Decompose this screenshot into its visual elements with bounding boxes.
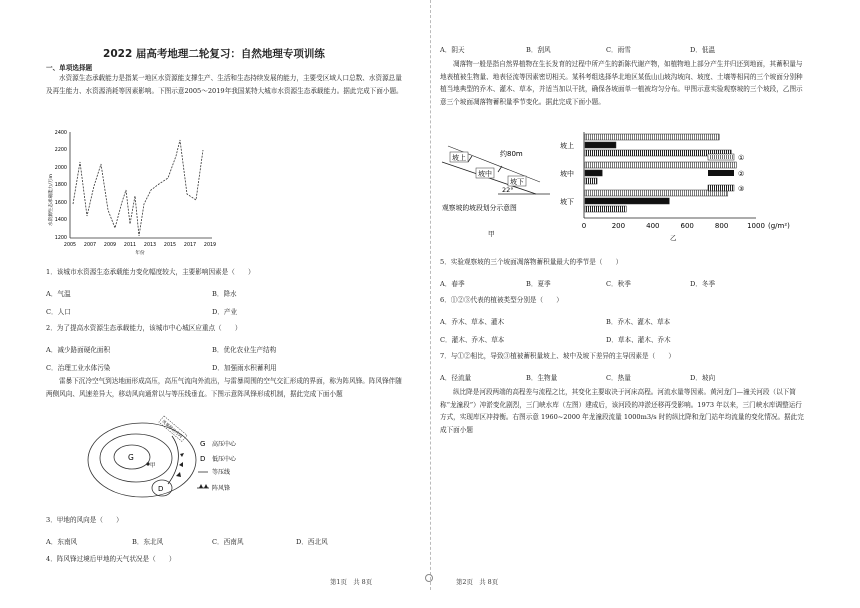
legend-isobar: 等压线 — [212, 469, 231, 476]
q1-option-d[interactable]: D．产业 — [212, 308, 238, 316]
question-3: 3．甲地的风向是（ ） — [46, 516, 123, 524]
x-tick-200: 200 — [611, 222, 626, 230]
x-tick-600: 600 — [680, 222, 694, 230]
q2-option-a[interactable]: A．减少路面硬化面积 — [46, 346, 111, 354]
slope-length-label: 约80m — [500, 150, 523, 158]
question-6: 6．①②③代表的植被类型分别是（ ） — [440, 296, 563, 304]
isobar-middle — [100, 434, 172, 482]
storm-direction-label: 风暴移动方向 — [161, 418, 184, 439]
page-2 — [432, 0, 860, 608]
x-tick-2009: 2009 — [103, 243, 117, 248]
water-capacity-line-chart — [44, 126, 219, 258]
bar-lower-series-3 — [585, 206, 626, 212]
q7-option-d[interactable]: D．坡向 — [690, 374, 716, 382]
q5-option-d[interactable]: D．冬季 — [690, 280, 716, 288]
q2-option-b[interactable]: B．优化农业生产结构 — [212, 346, 277, 354]
question-7: 7．与①②相比，导致③植被蓄积量坡上、坡中及坡下差异的主导因素是（ ） — [440, 352, 675, 360]
x-tick-2019: 2019 — [203, 243, 217, 248]
capacity-series-line — [73, 140, 203, 236]
intro-paragraph-4: 纵比降是河段两端的高程差与流程之比，其变化主要取决于河床高程。河流水量等因素。黄河龙门—潼关河段（以下简称“龙潼段”）冲淤变化剧烈，三门峡水库（左图）建成后，该河段的冲淤还移再受影响。1973 年以来，三门峡水库调整运行方式，实现库区冲持衡。右图示意 1960~2000 年龙潼段流量 1000m3/s 时的纵比降和龙门站年均流量的变化情况。据此完成下面小题 — [440, 388, 804, 434]
q6-option-a[interactable]: A．乔木、草本、灌木 — [440, 318, 505, 326]
legend-gust-front: 阵风锋 — [212, 485, 231, 492]
y-tick-1200: 1200 — [54, 236, 67, 241]
center-fold-line — [430, 0, 431, 590]
q7-option-a[interactable]: A．径流量 — [440, 374, 472, 382]
y-tick-1400: 1400 — [54, 218, 67, 223]
x-tick-2013: 2013 — [143, 243, 157, 248]
slope-angle-label: 22° — [502, 186, 514, 194]
x-axis-label: 年份 — [135, 251, 145, 256]
category-label-middle: 坡中 — [560, 170, 574, 178]
litter-bar-chart — [556, 132, 806, 244]
x-tick-800: 800 — [714, 222, 729, 230]
question-2: 2．为了提高水资源生态承载能力，该城市中心城区应重点（ ） — [46, 324, 242, 332]
section-heading: 一、单项选择题 — [46, 64, 93, 72]
question-1: 1．该城市水资源生态承载能力变化幅度较大，主要影响因素是（ ） — [46, 268, 255, 276]
y-axis-label: 水资源生态承载能力/万m — [49, 174, 54, 226]
y-tick-2200: 2200 — [54, 148, 67, 153]
figure-yi-tag: 乙 — [670, 234, 677, 242]
q6-option-d[interactable]: D．草本、灌木、乔木 — [606, 336, 671, 344]
x-tick-400: 400 — [646, 222, 660, 230]
intro-paragraph-3: 凋落物一般是指自然界植物在生长发育的过程中所产生的新陈代谢产物，如植物地上部分产生并归还到地面，其蓄积量与地表植被生物量、地表径流等因素密切相关。某科考组选择华北地区某低山山坡沟坡向、坡度、土壤等相同的三个坡面分别种植当地典型的乔木、灌木、草本，并适当加以干扰，确保各坡面单一植被均匀分布。甲图示意实验观察坡的三个坡段，乙图示意三个坡面凋落物蓄积量季节变化。据此完成下面小题。 — [440, 60, 803, 106]
page-1 — [0, 0, 428, 608]
q2-option-d[interactable]: D．加强雨水积蓄利用 — [212, 364, 277, 372]
page-2-footer: 第2页 共 8页 — [456, 578, 499, 586]
q5-option-b[interactable]: B．夏季 — [526, 280, 551, 288]
q1-option-a[interactable]: A．气温 — [46, 290, 71, 298]
low-pressure-center-label: D — [158, 485, 164, 493]
page-1-footer: 第1页 共 8页 — [330, 578, 373, 586]
bar-middle-series-1 — [585, 162, 736, 168]
legend-low-pressure: 低压中心 — [212, 456, 237, 463]
x-tick-2005: 2005 — [63, 243, 77, 248]
q6-option-c[interactable]: C．灌木、乔木、草本 — [440, 336, 505, 344]
bar-middle-series-2 — [585, 170, 602, 176]
q4-option-b[interactable]: B．刮风 — [526, 46, 551, 54]
slope-section-diagram — [438, 132, 556, 242]
q1-option-c[interactable]: C．人口 — [46, 308, 71, 316]
y-tick-2400: 2400 — [54, 131, 67, 136]
legend-g-symbol: G — [200, 440, 206, 448]
category-label-lower: 坡下 — [560, 198, 574, 206]
x-tick-2017: 2017 — [183, 243, 197, 248]
x-tick-1000: 1000 — [747, 222, 765, 230]
q4-option-c[interactable]: C．雨雪 — [606, 46, 631, 54]
q3-option-b[interactable]: B．东北风 — [132, 538, 164, 546]
bar-chart-unit: (g/m²) — [768, 222, 790, 230]
legend-series-3: ③ — [738, 185, 745, 193]
bar-middle-series-3 — [585, 178, 597, 184]
q4-option-a[interactable]: A．阴天 — [440, 46, 465, 54]
figure-jia-tag: 甲 — [488, 230, 495, 238]
legend-high-pressure: 高压中心 — [212, 441, 237, 448]
legend-series-1: ① — [738, 154, 745, 162]
q6-option-b[interactable]: B．乔木、灌木、草本 — [606, 318, 671, 326]
category-label-upper: 坡上 — [560, 142, 574, 150]
page-title: 2022 届高考地理二轮复习：自然地理专项训练 — [103, 48, 325, 60]
q2-option-c[interactable]: C．治理工业水体污染 — [46, 364, 111, 372]
y-tick-1600: 1600 — [54, 201, 67, 206]
q7-option-b[interactable]: B．生物量 — [526, 374, 558, 382]
slope-diagram-caption: 观察坡的坡段划分示意图 — [442, 204, 517, 212]
intro-paragraph-1: 水资源生态承载能力是指某一地区水资源能支撑生产、生活和生态持续发展的能力，主要受区域人口总数、水资源总量及再生能力、水资源消耗等因素影响。下图示意2005～2019年我国某特大城市水资源生态承载能力。据此完成下面小题。 — [46, 74, 403, 95]
q4-option-d[interactable]: D．低温 — [690, 46, 716, 54]
x-tick-2007: 2007 — [83, 243, 97, 248]
q5-option-a[interactable]: A．春季 — [440, 280, 465, 288]
high-pressure-center-label: G — [128, 453, 134, 462]
legend-d-symbol: D — [200, 455, 206, 463]
gust-front-diagram — [70, 410, 280, 505]
bar-upper-series-2 — [585, 142, 616, 148]
x-tick-2015: 2015 — [163, 243, 177, 248]
bar-chart-legend — [708, 154, 744, 193]
q7-option-c[interactable]: C．热量 — [606, 374, 631, 382]
bar-upper-series-1 — [585, 134, 719, 140]
y-tick-2000: 2000 — [54, 166, 67, 171]
intro-paragraph-2: 雷暴下沉冷空气到达地面形成高压，高压气流向外流出，与雷暴周围的空气交汇形成的界面，称为阵风锋。阵风锋伴随两侧风向、风速差异大，移动风向通常以与等压线垂直。下图示意阵风锋形成机制，据此完成下面小题 — [46, 377, 402, 398]
q1-option-b[interactable]: B．降水 — [212, 290, 237, 298]
bar-lower-series-2 — [585, 198, 669, 204]
y-axis — [70, 132, 212, 238]
bar-lower-series-1 — [585, 190, 728, 196]
question-4: 4．阵风锋过境后甲地的天气状况是（ ） — [46, 555, 176, 563]
q3-option-d[interactable]: D．西北风 — [296, 538, 328, 546]
gust-front-line — [168, 436, 178, 484]
legend-series-2-swatch — [708, 170, 734, 176]
slope-middle-label: 坡中 — [478, 170, 492, 178]
q3-option-c[interactable]: C．西南风 — [212, 538, 244, 546]
x-tick-0: 0 — [581, 222, 587, 230]
y-tick-1800: 1800 — [54, 183, 67, 188]
legend-series-2: ② — [738, 170, 745, 178]
question-5: 5．实验观察坡的三个坡面凋落物蓄积量最大的季节是（ ） — [440, 258, 623, 266]
point-jia-label: 甲 — [150, 463, 156, 469]
q5-option-c[interactable]: C．秋季 — [606, 280, 631, 288]
slope-upper-label: 坡上 — [452, 154, 466, 162]
slope-lower-label: 坡下 — [510, 178, 524, 186]
q3-option-a[interactable]: A．东南风 — [46, 538, 78, 546]
legend-series-3-swatch — [708, 185, 734, 191]
x-tick-2011: 2011 — [123, 243, 137, 248]
